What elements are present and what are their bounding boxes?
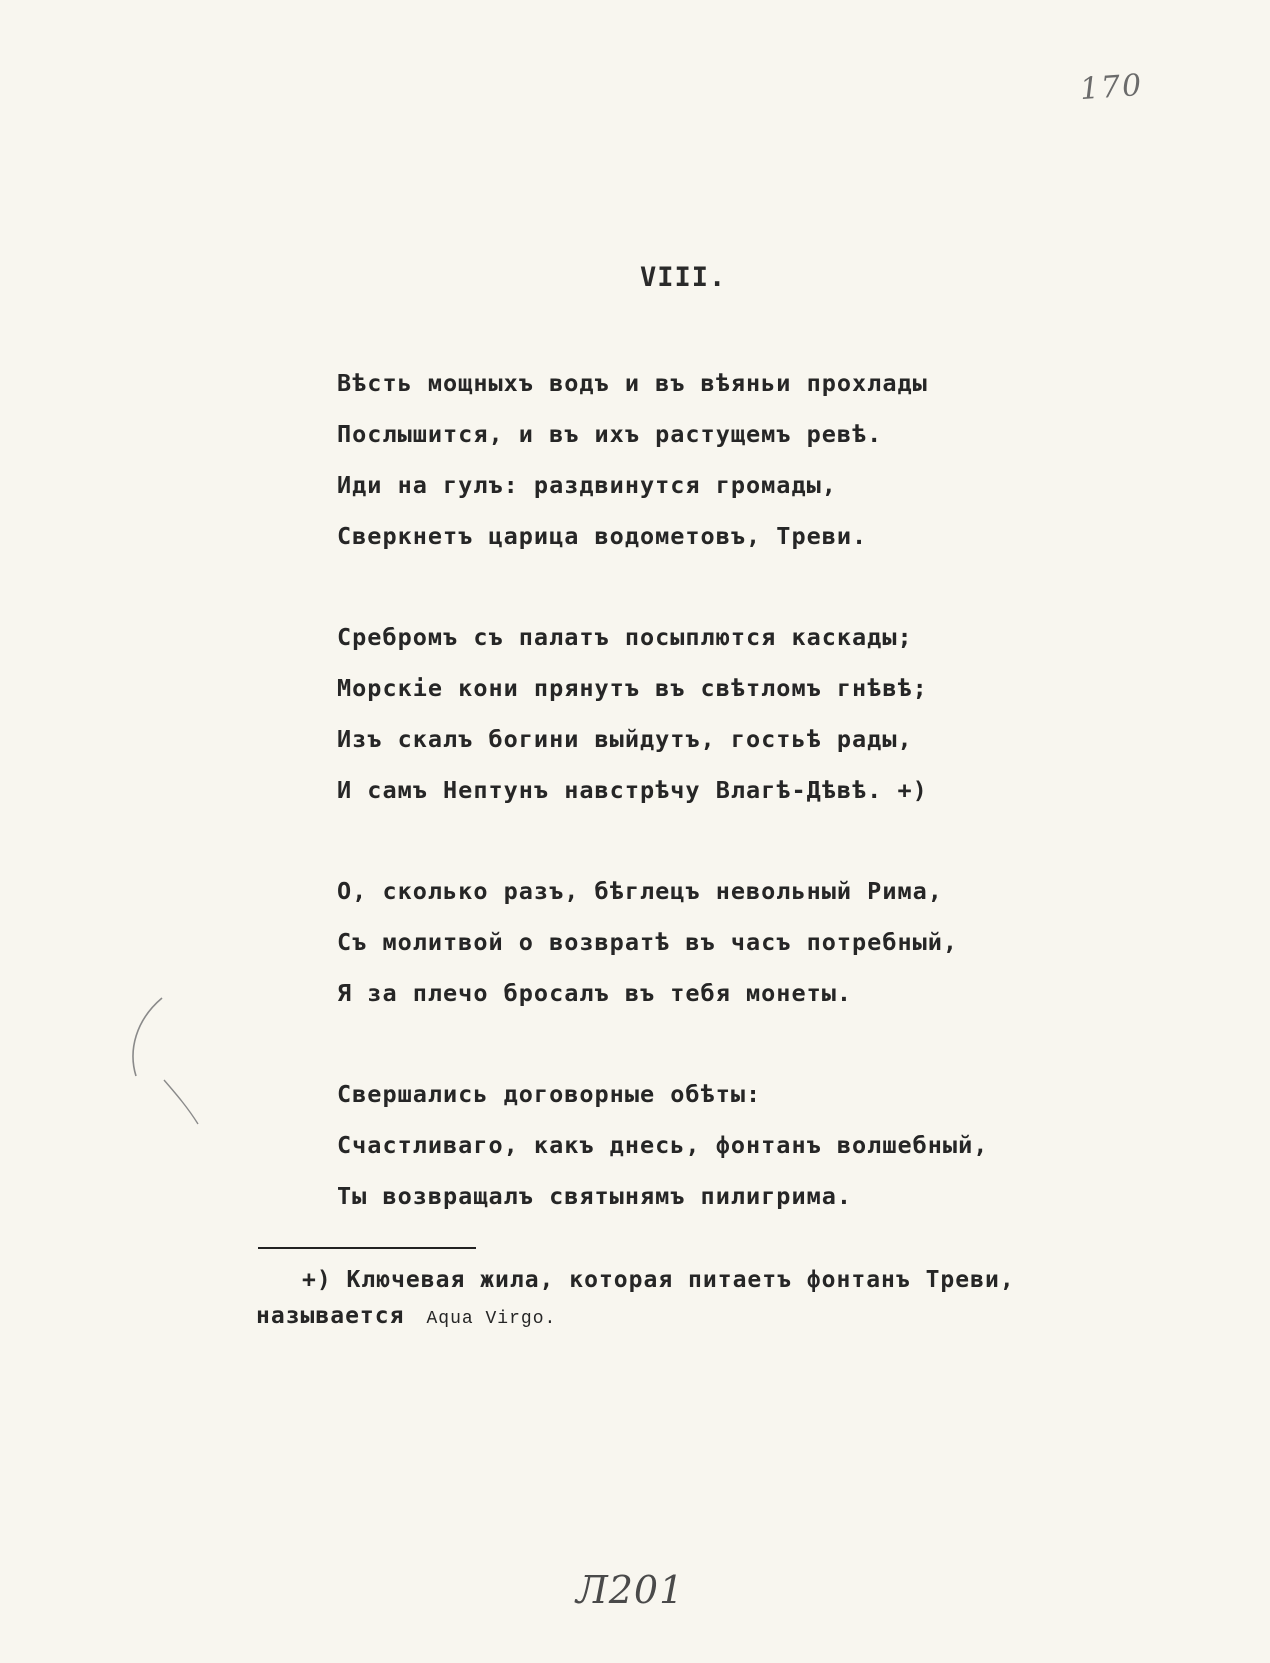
poem-line: Вѣсть мощныхъ водъ и въ вѣяньи прохлады	[337, 369, 928, 397]
stanza-2	[337, 612, 1137, 816]
footnote-line-2	[256, 1298, 1156, 1337]
poem-line: Морскіе кони прянутъ въ свѣтломъ гнѣвѣ;	[337, 674, 928, 702]
poem-line: О, сколько разъ, бѣглецъ невольный Рима,	[337, 877, 943, 905]
poem-line: Послышится, и въ ихъ растущемъ ревѣ.	[337, 420, 883, 448]
poem-line: И самъ Нептунъ навстрѣчу Влагѣ-Дѣвѣ. +)	[337, 776, 928, 804]
handwritten-reference: Л201	[576, 1568, 685, 1612]
poem-line: Изъ скалъ богини выйдутъ, гостьѣ рады,	[337, 725, 913, 753]
poem-line: Свершались договорные обѣты:	[337, 1080, 762, 1108]
section-title: VIII.	[640, 262, 727, 293]
poem-body	[337, 358, 1137, 1272]
poem-line: Сребромъ съ палатъ посыплются каскады;	[337, 623, 913, 651]
stanza-1	[337, 358, 1137, 562]
poem-line: Я за плечо бросалъ въ тебя монеты.	[337, 979, 853, 1007]
archive-page-number: 170	[1078, 67, 1145, 108]
footnote-line-1: +) Ключевая жила, которая питаетъ фонтанъ Треви,	[302, 1267, 1015, 1293]
stanza-3	[337, 866, 1137, 1019]
stanza-4	[337, 1069, 1137, 1222]
footnote	[256, 1262, 1156, 1337]
footnote-divider	[258, 1247, 476, 1249]
margin-pencil-mark	[122, 990, 212, 1130]
poem-line: Съ молитвой о возвратѣ въ часъ потребный,	[337, 928, 959, 956]
poem-line: Сверкнетъ царица водометовъ, Треви.	[337, 522, 868, 550]
poem-line: Счастливаго, какъ днесь, фонтанъ волшебный,	[337, 1131, 989, 1159]
footnote-text: называется	[256, 1303, 405, 1329]
footnote-latin-name: Aqua Virgo.	[426, 1309, 557, 1329]
poem-line: Иди на гулъ: раздвинутся громады,	[337, 471, 837, 499]
poem-line: Ты возвращалъ святынямъ пилигрима.	[337, 1182, 853, 1210]
